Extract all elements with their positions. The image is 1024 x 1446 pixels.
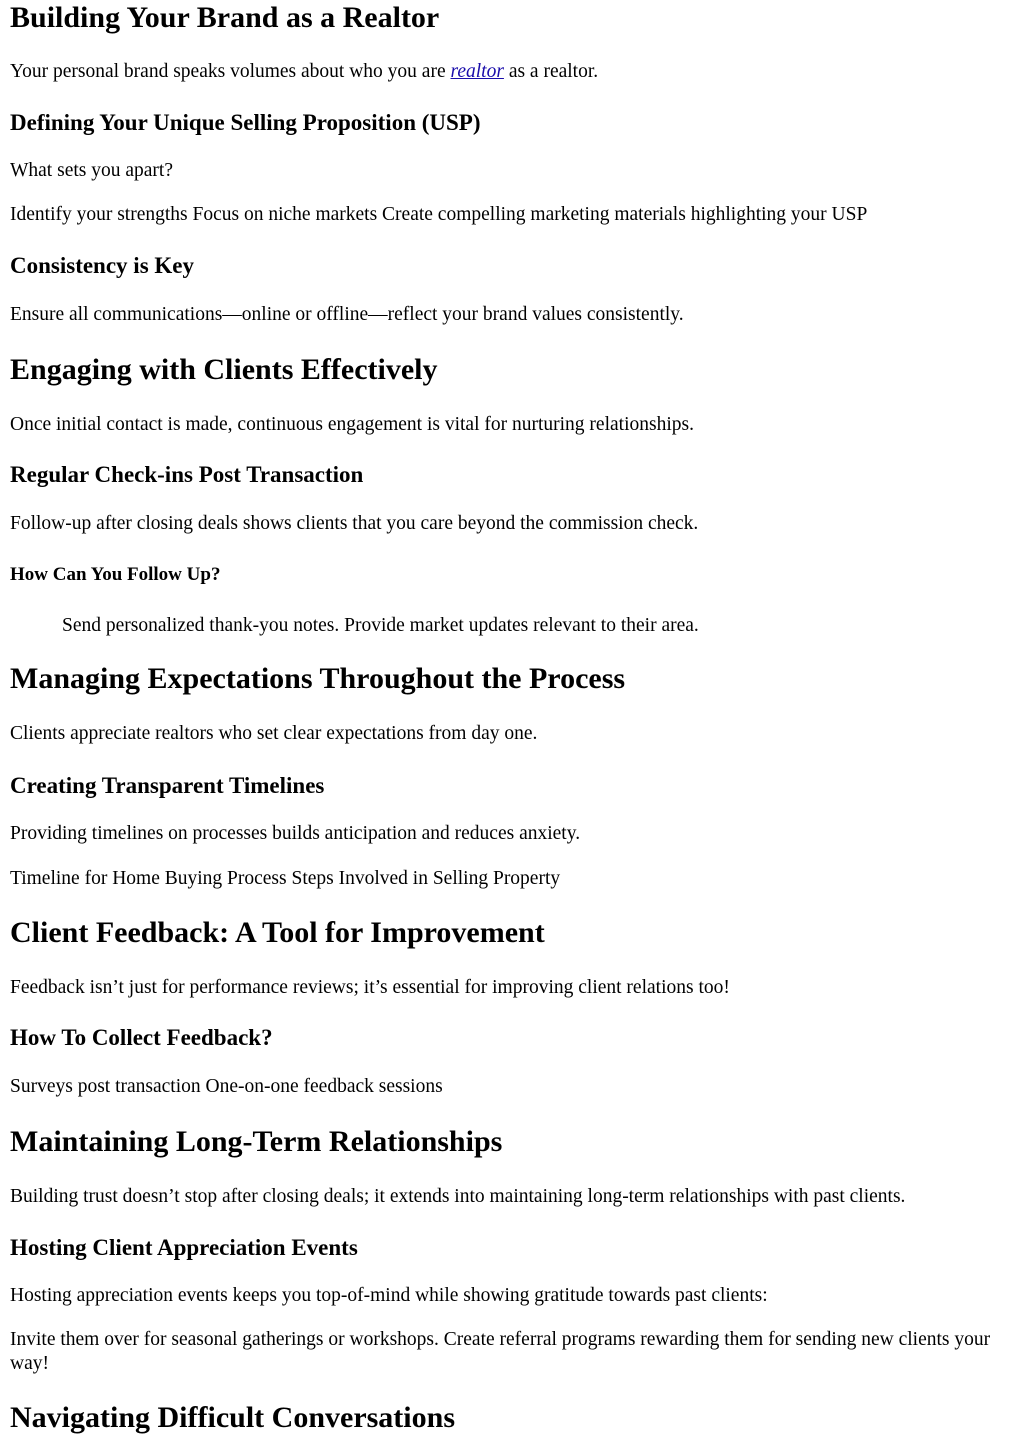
section-intro-engaging-clients: Once initial contact is made, continuous engagement is vital for nurturing relationships.	[10, 414, 694, 435]
paragraph-consistency: Ensure all communications—online or offline—reflect your brand values consistently.	[10, 304, 684, 325]
subheading-usp: Defining Your Unique Selling Proposition (USP)	[10, 110, 481, 135]
realtor-link[interactable]: realtor	[450, 61, 504, 82]
intro-text-before-link: Your personal brand speaks volumes about who you are	[10, 61, 451, 82]
section-heading-engaging-clients: Engaging with Clients Effectively	[10, 353, 438, 386]
paragraph-appreciation-events: Hosting appreciation events keeps you top-of-mind while showing gratitude towards past clients:	[10, 1285, 768, 1306]
section-heading-client-feedback: Client Feedback: A Tool for Improvement	[10, 916, 545, 949]
subheading-check-ins: Regular Check-ins Post Transaction	[10, 462, 364, 487]
section-heading-long-term-relationships: Maintaining Long-Term Relationships	[10, 1125, 503, 1158]
subheading-collect-feedback: How To Collect Feedback?	[10, 1025, 273, 1050]
subheading-timelines: Creating Transparent Timelines	[10, 773, 325, 798]
paragraph-timeline-items: Timeline for Home Buying Process Steps Involved in Selling Property	[10, 868, 561, 889]
section-intro-client-feedback: Feedback isn’t just for performance reviews; it’s essential for improving client relations too!	[10, 977, 730, 998]
section-heading-building-brand: Building Your Brand as a Realtor	[10, 1, 440, 34]
section-heading-difficult-conversations: Navigating Difficult Conversations	[10, 1401, 455, 1434]
intro-text-after-link: as a realtor.	[503, 61, 599, 82]
subheading-appreciation-events: Hosting Client Appreciation Events	[10, 1235, 358, 1260]
paragraph-usp-question: What sets you apart?	[10, 160, 173, 181]
subheading-consistency: Consistency is Key	[10, 253, 194, 278]
section-heading-managing-expectations: Managing Expectations Throughout the Process	[10, 662, 626, 695]
paragraph-feedback-methods: Surveys post transaction One-on-one feedback sessions	[10, 1076, 443, 1097]
section-intro-managing-expectations: Clients appreciate realtors who set clear expectations from day one.	[10, 723, 538, 744]
section-intro-long-term-relationships: Building trust doesn’t stop after closing deals; it extends into maintaining long-term relationships with past clients.	[10, 1186, 906, 1207]
paragraph-follow-up-methods: Send personalized thank-you notes. Provide market updates relevant to their area.	[62, 615, 699, 636]
minor-heading-follow-up: How Can You Follow Up?	[10, 564, 221, 585]
paragraph-check-ins: Follow-up after closing deals shows clients that you care beyond the commission check.	[10, 513, 699, 534]
paragraph-event-ideas: Invite them over for seasonal gatherings or workshops. Create referral programs rewarding them for sending new clients your way!	[10, 1329, 991, 1374]
paragraph-timelines: Providing timelines on processes builds anticipation and reduces anxiety.	[10, 823, 581, 844]
paragraph-usp-list: Identify your strengths Focus on niche markets Create compelling marketing materials highlighting your USP	[10, 204, 868, 225]
section-intro-building-brand	[10, 60, 1012, 84]
